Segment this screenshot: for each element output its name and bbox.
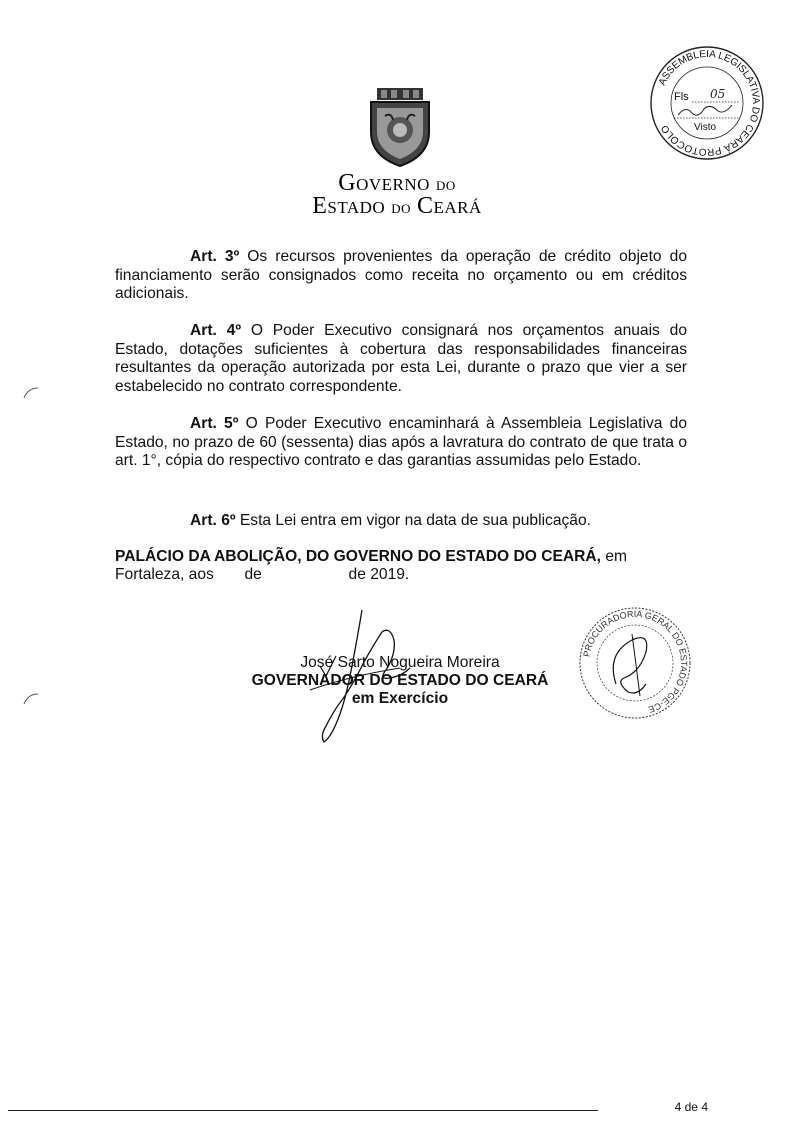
footer-rule xyxy=(8,1110,598,1111)
stamp-fls-label: Fls xyxy=(674,91,689,103)
palace-line: PALÁCIO DA ABOLIÇÃO, DO GOVERNO DO ESTADO DO CEARÁ, em xyxy=(115,548,628,565)
signatory-role: GOVERNADOR DO ESTADO DO CEARÁ xyxy=(251,672,549,689)
stamp-bottom-ring-text: PROCURADORIA GERAL DO ESTADO PGE-CE xyxy=(581,608,690,715)
government-title-line2: Estado do Ceará xyxy=(312,193,482,219)
article-4: Art. 4º O Poder Executivo consignará nos orçamentos anuais do Estado, dotações suficientes à cobertura das responsabilidades financeiras resultantes da operação autorizada por esta Lei, durante o prazo que vier a ser estabelecido no contrato correspondente. xyxy=(115,322,687,395)
date-line: Fortaleza, aos de de 2019. xyxy=(115,566,410,583)
page-number: 4 de 4 xyxy=(674,1100,708,1114)
stamp-fls-value: 05 xyxy=(710,87,726,101)
margin-mark-icon xyxy=(22,692,40,706)
government-title-line1: Governo do xyxy=(338,170,456,196)
signatory-status: em Exercício xyxy=(351,690,449,707)
stamp-visto-label: Visto xyxy=(694,122,717,133)
state-coat-of-arms-icon xyxy=(363,86,437,168)
signature-block xyxy=(230,654,570,708)
stamp-ring-text: ASSEMBLEIA LEGISLATIVA DO CEARÁ PROTOCOLO xyxy=(656,48,762,158)
svg-text:ASSEMBLEIA LEGISLATIVA DO CEAR xyxy=(657,49,761,157)
margin-mark-icon xyxy=(22,386,40,400)
assembly-protocol-stamp xyxy=(648,44,766,162)
article-5: Art. 5º O Poder Executivo encaminhará à Assembleia Legislativa do Estado, no prazo de 60 (sessenta) dias após a lavratura do contrato de que trata o art. 1°, cópia do respectivo contrato e das garantias assumidas pelo Estado. xyxy=(115,415,687,469)
article-6: Art. 6º Esta Lei entra em vigor na data de sua publicação. xyxy=(190,512,591,529)
attorney-general-stamp xyxy=(576,604,694,722)
signatory-name: José Sarto Nogueira Moreira xyxy=(300,654,500,671)
article-3: Art. 3º Os recursos provenientes da operação de crédito objeto do financiamento serão consignados como receita no orçamento ou em créditos adicionais. xyxy=(115,248,687,302)
